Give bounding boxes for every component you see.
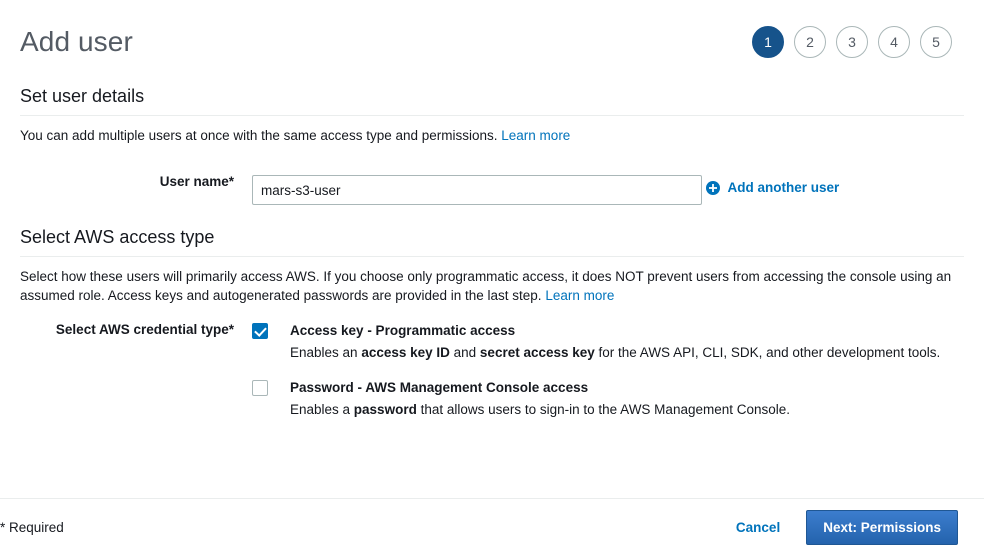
required-note: * Required (0, 520, 64, 535)
username-control (252, 167, 964, 205)
footer-actions (732, 510, 958, 545)
set-user-details-description (20, 126, 964, 145)
option-programmatic-access-description (290, 343, 940, 362)
username-input[interactable] (252, 175, 702, 205)
next-permissions-button[interactable]: Next: Permissions (806, 510, 958, 545)
page-header (0, 0, 984, 68)
access-type-description (20, 267, 964, 305)
credential-type-options (252, 321, 964, 435)
page-footer (0, 498, 984, 556)
set-user-details-section (0, 86, 984, 205)
option-console-access-description (290, 400, 790, 419)
checkbox-console-access[interactable] (252, 380, 268, 396)
step-5[interactable]: 5 (920, 26, 952, 58)
step-1[interactable]: 1 (752, 26, 784, 58)
section-divider (20, 115, 964, 116)
access-type-description-text: Select how these users will primarily access AWS. If you choose only programmatic access, it does NOT prevent users from accessing the console using an assumed role. Access keys and autogenerated passwords are provided in the last step. (20, 269, 952, 303)
access-type-title: Select AWS access type (20, 227, 215, 247)
option-programmatic-access[interactable] (252, 321, 964, 362)
access-type-learn-more-link[interactable]: Learn more (545, 288, 615, 303)
checkbox-programmatic-access[interactable] (252, 323, 268, 339)
credential-type-row (20, 321, 964, 435)
username-row (20, 167, 964, 205)
add-another-user-button[interactable] (706, 180, 839, 195)
access-type-divider (20, 256, 964, 257)
option-programmatic-access-text (290, 321, 940, 362)
step-3[interactable]: 3 (836, 26, 868, 58)
desc-suffix-2: that allows users to sign-in to the AWS Management Console. (416, 402, 791, 417)
option-console-access-text (290, 378, 790, 419)
option-console-access[interactable] (252, 378, 964, 419)
desc-mid: and (449, 345, 480, 360)
set-user-details-title: Set user details (20, 86, 145, 106)
step-indicator (752, 26, 952, 58)
access-type-section (0, 227, 984, 435)
desc-prefix: Enables an (290, 345, 362, 360)
cancel-button[interactable]: Cancel (732, 514, 784, 541)
option-programmatic-access-title: Access key - Programmatic access (290, 323, 516, 338)
desc-suffix: for the AWS API, CLI, SDK, and other development tools. (594, 345, 941, 360)
add-another-user-label: Add another user (727, 180, 840, 195)
username-label: User name* (159, 174, 234, 189)
desc-bold-password: password (353, 402, 417, 417)
step-4[interactable]: 4 (878, 26, 910, 58)
step-2[interactable]: 2 (794, 26, 826, 58)
desc-bold-secret-access-key: secret access key (479, 345, 595, 360)
user-details-learn-more-link[interactable]: Learn more (501, 128, 571, 143)
plus-circle-icon (706, 181, 720, 195)
page-title: Add user (20, 26, 133, 57)
option-console-access-title: Password - AWS Management Console access (290, 380, 589, 395)
desc-prefix-2: Enables a (290, 402, 354, 417)
set-user-details-description-text: You can add multiple users at once with the same access type and permissions. (20, 128, 498, 143)
credential-type-label: Select AWS credential type* (55, 322, 234, 337)
desc-bold-access-key-id: access key ID (361, 345, 450, 360)
